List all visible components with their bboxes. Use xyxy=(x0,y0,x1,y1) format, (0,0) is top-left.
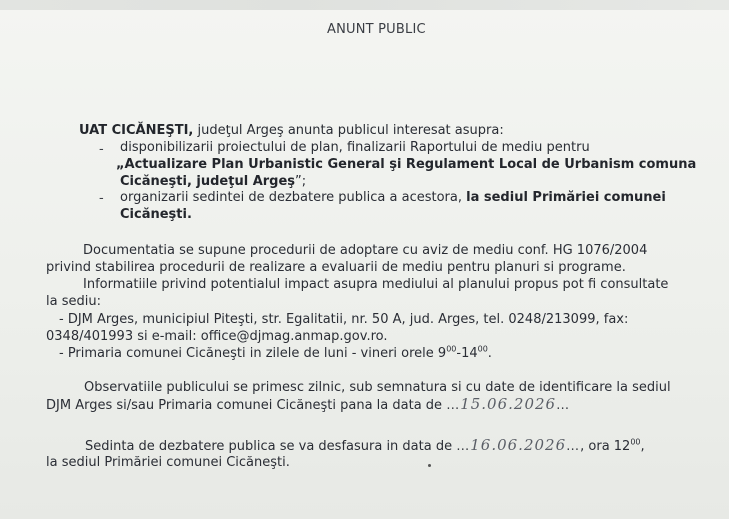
observatiile-text: DJM Arges si/sau Primaria comunei Cicăneşti pana la data de xyxy=(46,398,443,413)
hour-end-sup: 00 xyxy=(477,344,488,354)
document-title: ANUNT PUBLIC xyxy=(327,22,426,37)
observatiile-line2 xyxy=(46,397,570,413)
item1-line3-bold: Cicăneşti, judeţul Argeş xyxy=(120,174,296,189)
hour-end-dot: . xyxy=(487,346,492,361)
documentatia-line1: Documentatia se supune procedurii de adoptare cu aviz de mediu conf. HG 1076/2004 xyxy=(83,243,648,258)
observatiile-date: 15.06.2026 xyxy=(460,395,557,413)
sedinta-line2: la sediul Primăriei comunei Cicăneşti. xyxy=(46,455,290,470)
hour-start-sup: 00 xyxy=(446,344,457,354)
informatiile-line1: Informatiile privind potentialul impact asupra mediului al planului propus pot fi consultate xyxy=(83,277,669,292)
primaria-line xyxy=(59,346,492,361)
scan-top-band xyxy=(0,0,729,10)
item1-line3 xyxy=(120,174,306,189)
scan-speck xyxy=(428,464,431,467)
documentatia-line2: privind stabilirea procedurii de realizare a evaluarii de mediu pentru planuri si programe. xyxy=(46,260,626,275)
hour-sep: -14 xyxy=(456,346,478,361)
item1-line2: „Actualizare Plan Urbanistic General şi Regulament Local de Urbanism comuna xyxy=(116,157,697,172)
item2-line1-bold: la sediul Primăriei comunei xyxy=(466,190,666,205)
primaria-text: - Primaria comunei Cicăneşti in zilele de luni - vineri orele 9 xyxy=(59,346,447,361)
item2-line1 xyxy=(120,190,666,205)
sedinta-date: 16.06.2026 xyxy=(470,436,567,454)
observatiile-line1: Observatiile publicului se primesc zilnic, sub semnatura si cu date de identificare la sediul xyxy=(84,380,671,395)
informatiile-line2: la sediu: xyxy=(46,294,101,309)
sedinta-ora-end: , xyxy=(640,439,645,454)
item1-line3-tail: ”; xyxy=(295,174,307,189)
djm-line1: - DJM Arges, municipiul Piteşti, str. Egalitatii, nr. 50 A, jud. Arges, tel. 0248/213099, fax: xyxy=(59,312,629,327)
sedinta-line1 xyxy=(85,438,645,454)
item2-bullet: - xyxy=(99,191,104,206)
item1-line1: disponibilizarii proiectului de plan, finalizarii Raportului de mediu pentru xyxy=(120,140,590,155)
sedinta-date-field: …16.06.2026… xyxy=(456,436,581,454)
item1-bullet: - xyxy=(99,142,104,157)
intro-line xyxy=(79,123,504,138)
observatiile-date-field: …15.06.2026… xyxy=(446,395,571,413)
uat-name: UAT CICĂNEŞTI, xyxy=(79,123,194,138)
item2-line1-text: organizarii sedintei de dezbatere publica a acestora, xyxy=(120,190,467,205)
sedinta-text: Sedinta de dezbatere publica se va desfasura in data de xyxy=(85,439,453,454)
djm-line2: 0348/401993 si e-mail: office@djmag.anmap.gov.ro. xyxy=(46,329,388,344)
sedinta-ora-sup: 00 xyxy=(630,437,641,447)
sedinta-ora: , ora 12 xyxy=(580,439,631,454)
intro-text: judeţul Argeş anunta publicul interesat asupra: xyxy=(193,123,504,138)
item2-line2: Cicăneşti. xyxy=(120,207,192,222)
